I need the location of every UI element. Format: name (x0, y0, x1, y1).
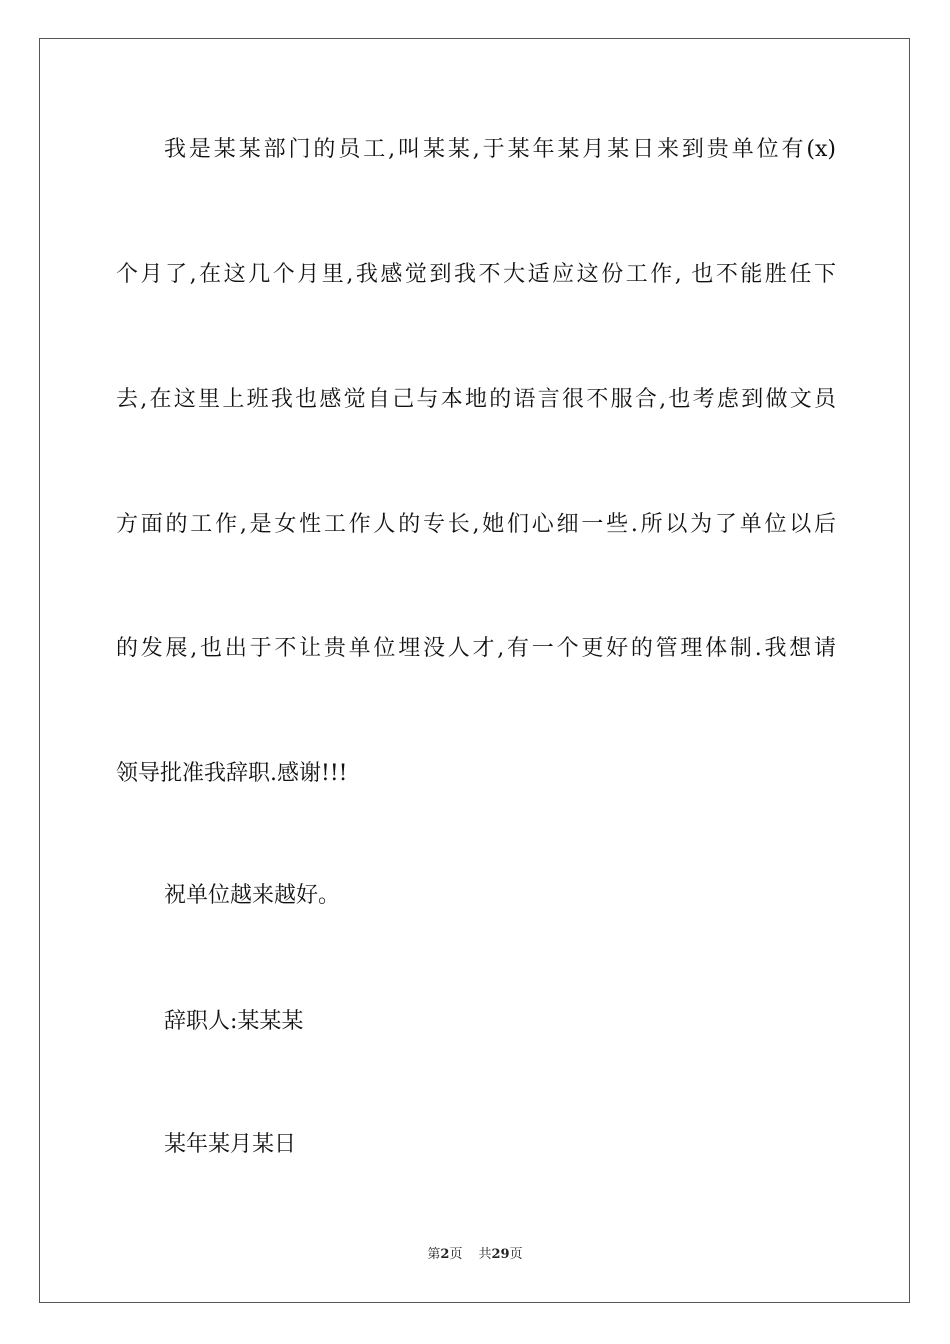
body-line-5: 的发展,也出于不让贵单位埋没人才,有一个更好的管理体制.我想请 (116, 636, 836, 661)
page-prefix: 第 (427, 1247, 441, 1262)
body-line-6: 领导批准我辞职.感谢!!! (116, 761, 348, 786)
body-line-3: 去,在这里上班我也感觉自己与本地的语言很不服合,也考虑到做文员 (116, 387, 836, 412)
body-line-2: 个月了,在这几个月里,我感觉到我不大适应这份工作, 也不能胜任下 (116, 262, 836, 287)
total-pages: 29 (491, 1247, 510, 1262)
total-prefix: 共 (478, 1247, 492, 1262)
page-number: 2 (440, 1247, 450, 1262)
closing-line: 祝单位越来越好。 (164, 883, 341, 908)
page-footer (0, 1246, 950, 1264)
page-suffix: 页 (449, 1247, 463, 1262)
body-line-4: 方面的工作,是女性工作人的专长,她们心细一些.所以为了单位以后 (116, 512, 836, 537)
signature-line: 辞职人:某某某 (164, 1009, 304, 1034)
total-suffix: 页 (509, 1247, 523, 1262)
body-line-1: 我是某某部门的员工,叫某某,于某年某月某日来到贵单位有(x) (164, 137, 836, 162)
date-line: 某年某月某日 (164, 1132, 297, 1157)
page-frame (39, 38, 910, 1303)
